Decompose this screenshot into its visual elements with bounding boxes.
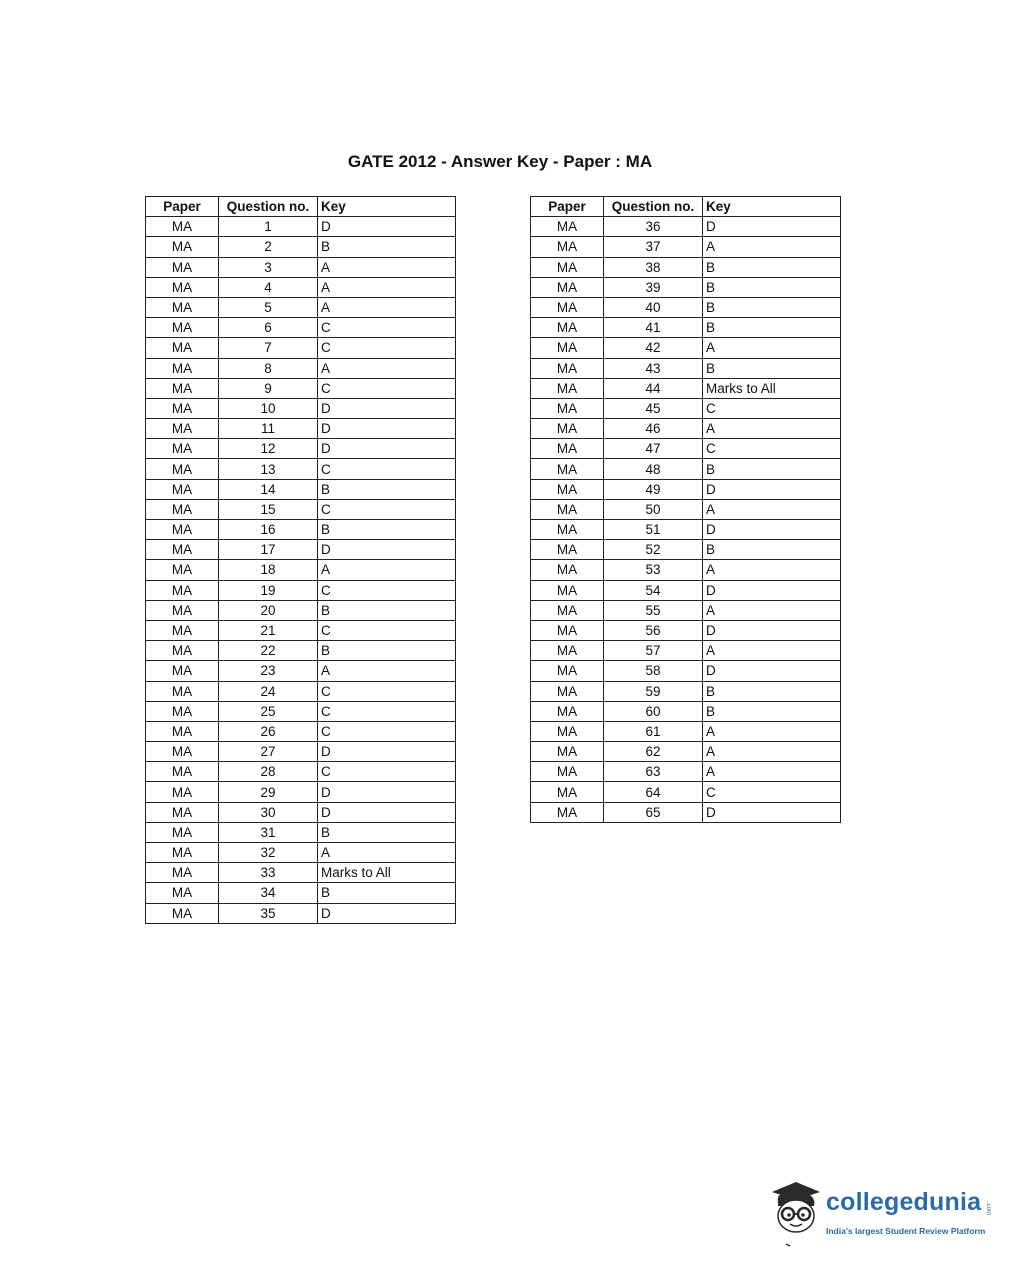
- cell-question-no: 13: [219, 459, 318, 479]
- cell-question-no: 9: [219, 378, 318, 398]
- table-header-row: [146, 197, 456, 217]
- table-body-right: [531, 217, 841, 823]
- table-row: [146, 802, 456, 822]
- logo-tagline: India's largest Student Review Platform: [826, 1226, 986, 1236]
- table-row: [146, 277, 456, 297]
- cell-question-no: 4: [219, 277, 318, 297]
- cell-paper: MA: [146, 600, 219, 620]
- table-row: [146, 479, 456, 499]
- cell-key: B: [703, 277, 841, 297]
- cell-key: B: [318, 600, 456, 620]
- cell-paper: MA: [531, 257, 604, 277]
- table-row: [146, 217, 456, 237]
- answer-key-table-right: [530, 196, 841, 823]
- table-row: [146, 419, 456, 439]
- cell-key: C: [318, 459, 456, 479]
- cell-question-no: 53: [604, 560, 703, 580]
- cell-paper: MA: [146, 681, 219, 701]
- cell-question-no: 56: [604, 620, 703, 640]
- table-row: [146, 661, 456, 681]
- cell-paper: MA: [146, 580, 219, 600]
- cell-question-no: 18: [219, 560, 318, 580]
- table-row: [146, 620, 456, 640]
- table-row: [531, 540, 841, 560]
- cell-paper: MA: [146, 257, 219, 277]
- cell-paper: MA: [146, 843, 219, 863]
- cell-paper: MA: [146, 479, 219, 499]
- cell-paper: MA: [531, 378, 604, 398]
- cell-key: C: [318, 762, 456, 782]
- table-row: [531, 257, 841, 277]
- cell-key: C: [703, 439, 841, 459]
- cell-key: A: [703, 742, 841, 762]
- cell-key: A: [703, 641, 841, 661]
- cell-question-no: 39: [604, 277, 703, 297]
- cell-question-no: 36: [604, 217, 703, 237]
- cell-key: D: [318, 217, 456, 237]
- cell-paper: MA: [531, 620, 604, 640]
- table-row: [531, 358, 841, 378]
- cell-key: D: [703, 520, 841, 540]
- cell-question-no: 27: [219, 742, 318, 762]
- cell-paper: MA: [531, 681, 604, 701]
- table-row: [146, 681, 456, 701]
- cell-question-no: 32: [219, 843, 318, 863]
- cell-key: A: [703, 419, 841, 439]
- cell-paper: MA: [531, 297, 604, 317]
- cell-paper: MA: [531, 479, 604, 499]
- cell-paper: MA: [146, 217, 219, 237]
- header-question-no: Question no.: [219, 197, 318, 217]
- cell-key: A: [703, 237, 841, 257]
- cell-key: D: [318, 540, 456, 560]
- cell-question-no: 65: [604, 802, 703, 822]
- table-row: [531, 681, 841, 701]
- cell-question-no: 5: [219, 297, 318, 317]
- cell-paper: MA: [146, 439, 219, 459]
- table-row: [531, 520, 841, 540]
- table-row: [531, 721, 841, 741]
- table-row: [146, 782, 456, 802]
- cell-key: D: [318, 742, 456, 762]
- cell-paper: MA: [531, 217, 604, 237]
- cell-paper: MA: [531, 318, 604, 338]
- cell-key: A: [318, 297, 456, 317]
- table-row: [146, 560, 456, 580]
- table-row: [146, 721, 456, 741]
- cell-key: B: [318, 641, 456, 661]
- table-row: [531, 338, 841, 358]
- cell-paper: MA: [146, 540, 219, 560]
- cell-question-no: 33: [219, 863, 318, 883]
- cell-question-no: 38: [604, 257, 703, 277]
- cell-key: B: [703, 358, 841, 378]
- cell-question-no: 37: [604, 237, 703, 257]
- cell-question-no: 14: [219, 479, 318, 499]
- cell-key: B: [318, 479, 456, 499]
- cell-paper: MA: [531, 762, 604, 782]
- cell-key: A: [318, 277, 456, 297]
- cell-question-no: 57: [604, 641, 703, 661]
- cell-key: C: [703, 398, 841, 418]
- cell-paper: MA: [146, 620, 219, 640]
- cell-paper: MA: [531, 742, 604, 762]
- cell-paper: MA: [146, 297, 219, 317]
- header-paper: Paper: [531, 197, 604, 217]
- table-row: [531, 600, 841, 620]
- cell-paper: MA: [531, 802, 604, 822]
- cell-key: B: [703, 681, 841, 701]
- table-row: [531, 217, 841, 237]
- table-row: [146, 398, 456, 418]
- cell-key: B: [703, 318, 841, 338]
- cell-key: B: [318, 822, 456, 842]
- cell-key: C: [318, 721, 456, 741]
- cell-question-no: 12: [219, 439, 318, 459]
- cell-key: Marks to All: [703, 378, 841, 398]
- cell-key: A: [318, 661, 456, 681]
- table-row: [146, 600, 456, 620]
- cell-key: C: [318, 620, 456, 640]
- cell-paper: MA: [146, 782, 219, 802]
- cell-paper: MA: [146, 661, 219, 681]
- cell-paper: MA: [531, 237, 604, 257]
- cell-key: D: [318, 419, 456, 439]
- page-title: GATE 2012 - Answer Key - Paper : MA: [347, 152, 653, 171]
- cell-paper: MA: [146, 419, 219, 439]
- cell-question-no: 2: [219, 237, 318, 257]
- cell-question-no: 28: [219, 762, 318, 782]
- cell-paper: MA: [531, 600, 604, 620]
- cell-question-no: 19: [219, 580, 318, 600]
- cell-question-no: 35: [219, 903, 318, 923]
- cell-question-no: 25: [219, 701, 318, 721]
- table-row: [146, 843, 456, 863]
- table-row: [146, 237, 456, 257]
- cell-question-no: 21: [219, 620, 318, 640]
- cell-question-no: 15: [219, 499, 318, 519]
- table-row: [531, 701, 841, 721]
- cell-question-no: 8: [219, 358, 318, 378]
- cell-question-no: 48: [604, 459, 703, 479]
- table-row: [531, 318, 841, 338]
- cell-paper: MA: [531, 560, 604, 580]
- cell-question-no: 24: [219, 681, 318, 701]
- table-row: [531, 459, 841, 479]
- cell-paper: MA: [146, 903, 219, 923]
- cell-paper: MA: [531, 338, 604, 358]
- cell-question-no: 1: [219, 217, 318, 237]
- cell-question-no: 44: [604, 378, 703, 398]
- cell-question-no: 31: [219, 822, 318, 842]
- table-row: [531, 439, 841, 459]
- header-paper: Paper: [146, 197, 219, 217]
- cell-question-no: 61: [604, 721, 703, 741]
- cell-key: C: [318, 701, 456, 721]
- logo-domain-suffix: .com: [985, 1202, 991, 1216]
- table-row: [531, 479, 841, 499]
- cell-paper: MA: [531, 419, 604, 439]
- cell-paper: MA: [531, 459, 604, 479]
- cell-paper: MA: [531, 540, 604, 560]
- table-row: [146, 459, 456, 479]
- cell-question-no: 17: [219, 540, 318, 560]
- table-row: [146, 742, 456, 762]
- cell-paper: MA: [531, 782, 604, 802]
- cell-question-no: 63: [604, 762, 703, 782]
- cell-question-no: 62: [604, 742, 703, 762]
- cell-question-no: 7: [219, 338, 318, 358]
- cell-question-no: 26: [219, 721, 318, 741]
- cell-key: C: [318, 318, 456, 338]
- cell-paper: MA: [531, 398, 604, 418]
- header-key: Key: [703, 197, 841, 217]
- cell-paper: MA: [146, 237, 219, 257]
- cell-question-no: 54: [604, 580, 703, 600]
- cell-paper: MA: [531, 520, 604, 540]
- cell-paper: MA: [531, 661, 604, 681]
- cell-key: D: [703, 479, 841, 499]
- table-row: [146, 641, 456, 661]
- cell-key: B: [703, 540, 841, 560]
- cell-question-no: 40: [604, 297, 703, 317]
- cell-question-no: 49: [604, 479, 703, 499]
- cell-paper: MA: [146, 883, 219, 903]
- cell-paper: MA: [146, 358, 219, 378]
- table-row: [531, 499, 841, 519]
- cell-paper: MA: [531, 277, 604, 297]
- cell-paper: MA: [146, 641, 219, 661]
- cell-question-no: 55: [604, 600, 703, 620]
- cell-paper: MA: [146, 338, 219, 358]
- cell-key: A: [703, 499, 841, 519]
- cell-paper: MA: [531, 358, 604, 378]
- cell-question-no: 58: [604, 661, 703, 681]
- table-row: [531, 560, 841, 580]
- table-row: [146, 540, 456, 560]
- cell-paper: MA: [146, 277, 219, 297]
- cell-key: A: [703, 560, 841, 580]
- cell-question-no: 50: [604, 499, 703, 519]
- cell-question-no: 22: [219, 641, 318, 661]
- cell-key: A: [318, 843, 456, 863]
- cell-key: A: [703, 721, 841, 741]
- cell-key: B: [703, 459, 841, 479]
- table-row: [146, 903, 456, 923]
- table-row: [531, 419, 841, 439]
- table-row: [531, 742, 841, 762]
- cell-question-no: 52: [604, 540, 703, 560]
- cell-question-no: 23: [219, 661, 318, 681]
- table-row: [146, 257, 456, 277]
- cell-key: D: [703, 580, 841, 600]
- cell-paper: MA: [146, 742, 219, 762]
- cell-key: B: [318, 520, 456, 540]
- cell-key: D: [703, 661, 841, 681]
- cell-key: A: [703, 338, 841, 358]
- table-row: [531, 378, 841, 398]
- cell-question-no: 41: [604, 318, 703, 338]
- cell-paper: MA: [146, 802, 219, 822]
- cell-paper: MA: [146, 398, 219, 418]
- table-row: [531, 580, 841, 600]
- table-row: [146, 358, 456, 378]
- cell-question-no: 43: [604, 358, 703, 378]
- cell-paper: MA: [531, 701, 604, 721]
- table-row: [531, 277, 841, 297]
- cell-key: C: [318, 681, 456, 701]
- cell-paper: MA: [146, 560, 219, 580]
- cell-key: A: [318, 358, 456, 378]
- cell-question-no: 46: [604, 419, 703, 439]
- table-row: [146, 580, 456, 600]
- cell-key: B: [703, 297, 841, 317]
- table-row: [146, 863, 456, 883]
- answer-key-table-left: [145, 196, 456, 924]
- cell-key: C: [318, 580, 456, 600]
- cell-question-no: 60: [604, 701, 703, 721]
- cell-question-no: 6: [219, 318, 318, 338]
- cell-key: D: [318, 802, 456, 822]
- cell-paper: MA: [146, 318, 219, 338]
- table-row: [531, 297, 841, 317]
- cell-paper: MA: [531, 439, 604, 459]
- cell-key: D: [703, 620, 841, 640]
- cell-paper: MA: [146, 378, 219, 398]
- cell-paper: MA: [146, 822, 219, 842]
- table-row: [146, 701, 456, 721]
- table-row: [531, 237, 841, 257]
- cell-key: A: [318, 560, 456, 580]
- table-row: [531, 641, 841, 661]
- cell-key: B: [318, 883, 456, 903]
- collegedunia-logo: [766, 1178, 996, 1248]
- table-row: [531, 398, 841, 418]
- cell-question-no: 29: [219, 782, 318, 802]
- cell-key: C: [703, 782, 841, 802]
- table-header-row: [531, 197, 841, 217]
- cell-key: A: [318, 257, 456, 277]
- cell-paper: MA: [146, 520, 219, 540]
- cell-key: D: [703, 802, 841, 822]
- cell-key: C: [318, 499, 456, 519]
- cell-key: Marks to All: [318, 863, 456, 883]
- cell-paper: MA: [146, 762, 219, 782]
- cell-question-no: 30: [219, 802, 318, 822]
- cell-key: C: [318, 378, 456, 398]
- cell-paper: MA: [531, 499, 604, 519]
- table-row: [531, 802, 841, 822]
- cell-paper: MA: [146, 701, 219, 721]
- cell-paper: MA: [531, 580, 604, 600]
- table-row: [146, 439, 456, 459]
- cell-question-no: 10: [219, 398, 318, 418]
- cell-question-no: 47: [604, 439, 703, 459]
- table-row: [146, 520, 456, 540]
- table-row: [146, 318, 456, 338]
- cell-question-no: 3: [219, 257, 318, 277]
- cell-key: D: [703, 217, 841, 237]
- table-row: [146, 297, 456, 317]
- mascot-icon: [766, 1178, 828, 1250]
- cell-paper: MA: [146, 499, 219, 519]
- cell-question-no: 51: [604, 520, 703, 540]
- cell-key: C: [318, 338, 456, 358]
- cell-question-no: 42: [604, 338, 703, 358]
- header-key: Key: [318, 197, 456, 217]
- cell-key: A: [703, 600, 841, 620]
- cell-key: B: [703, 701, 841, 721]
- table-row: [531, 620, 841, 640]
- table-row: [146, 883, 456, 903]
- cell-question-no: 16: [219, 520, 318, 540]
- cell-paper: MA: [146, 721, 219, 741]
- table-row: [146, 378, 456, 398]
- header-question-no: Question no.: [604, 197, 703, 217]
- cell-question-no: 34: [219, 883, 318, 903]
- cell-key: A: [703, 762, 841, 782]
- cell-key: D: [318, 398, 456, 418]
- cell-key: B: [703, 257, 841, 277]
- table-row: [531, 762, 841, 782]
- cell-key: D: [318, 903, 456, 923]
- table-row: [146, 499, 456, 519]
- cell-question-no: 11: [219, 419, 318, 439]
- cell-key: D: [318, 439, 456, 459]
- table-row: [146, 822, 456, 842]
- cell-question-no: 20: [219, 600, 318, 620]
- table-row: [146, 762, 456, 782]
- cell-paper: MA: [146, 459, 219, 479]
- logo-brand-text: collegedunia: [826, 1188, 982, 1216]
- table-row: [146, 338, 456, 358]
- cell-key: B: [318, 237, 456, 257]
- cell-paper: MA: [531, 641, 604, 661]
- table-row: [531, 782, 841, 802]
- cell-paper: MA: [531, 721, 604, 741]
- cell-paper: MA: [146, 863, 219, 883]
- cell-question-no: 64: [604, 782, 703, 802]
- table-row: [531, 661, 841, 681]
- table-body-left: [146, 217, 456, 924]
- cell-question-no: 59: [604, 681, 703, 701]
- cell-question-no: 45: [604, 398, 703, 418]
- cell-key: D: [318, 782, 456, 802]
